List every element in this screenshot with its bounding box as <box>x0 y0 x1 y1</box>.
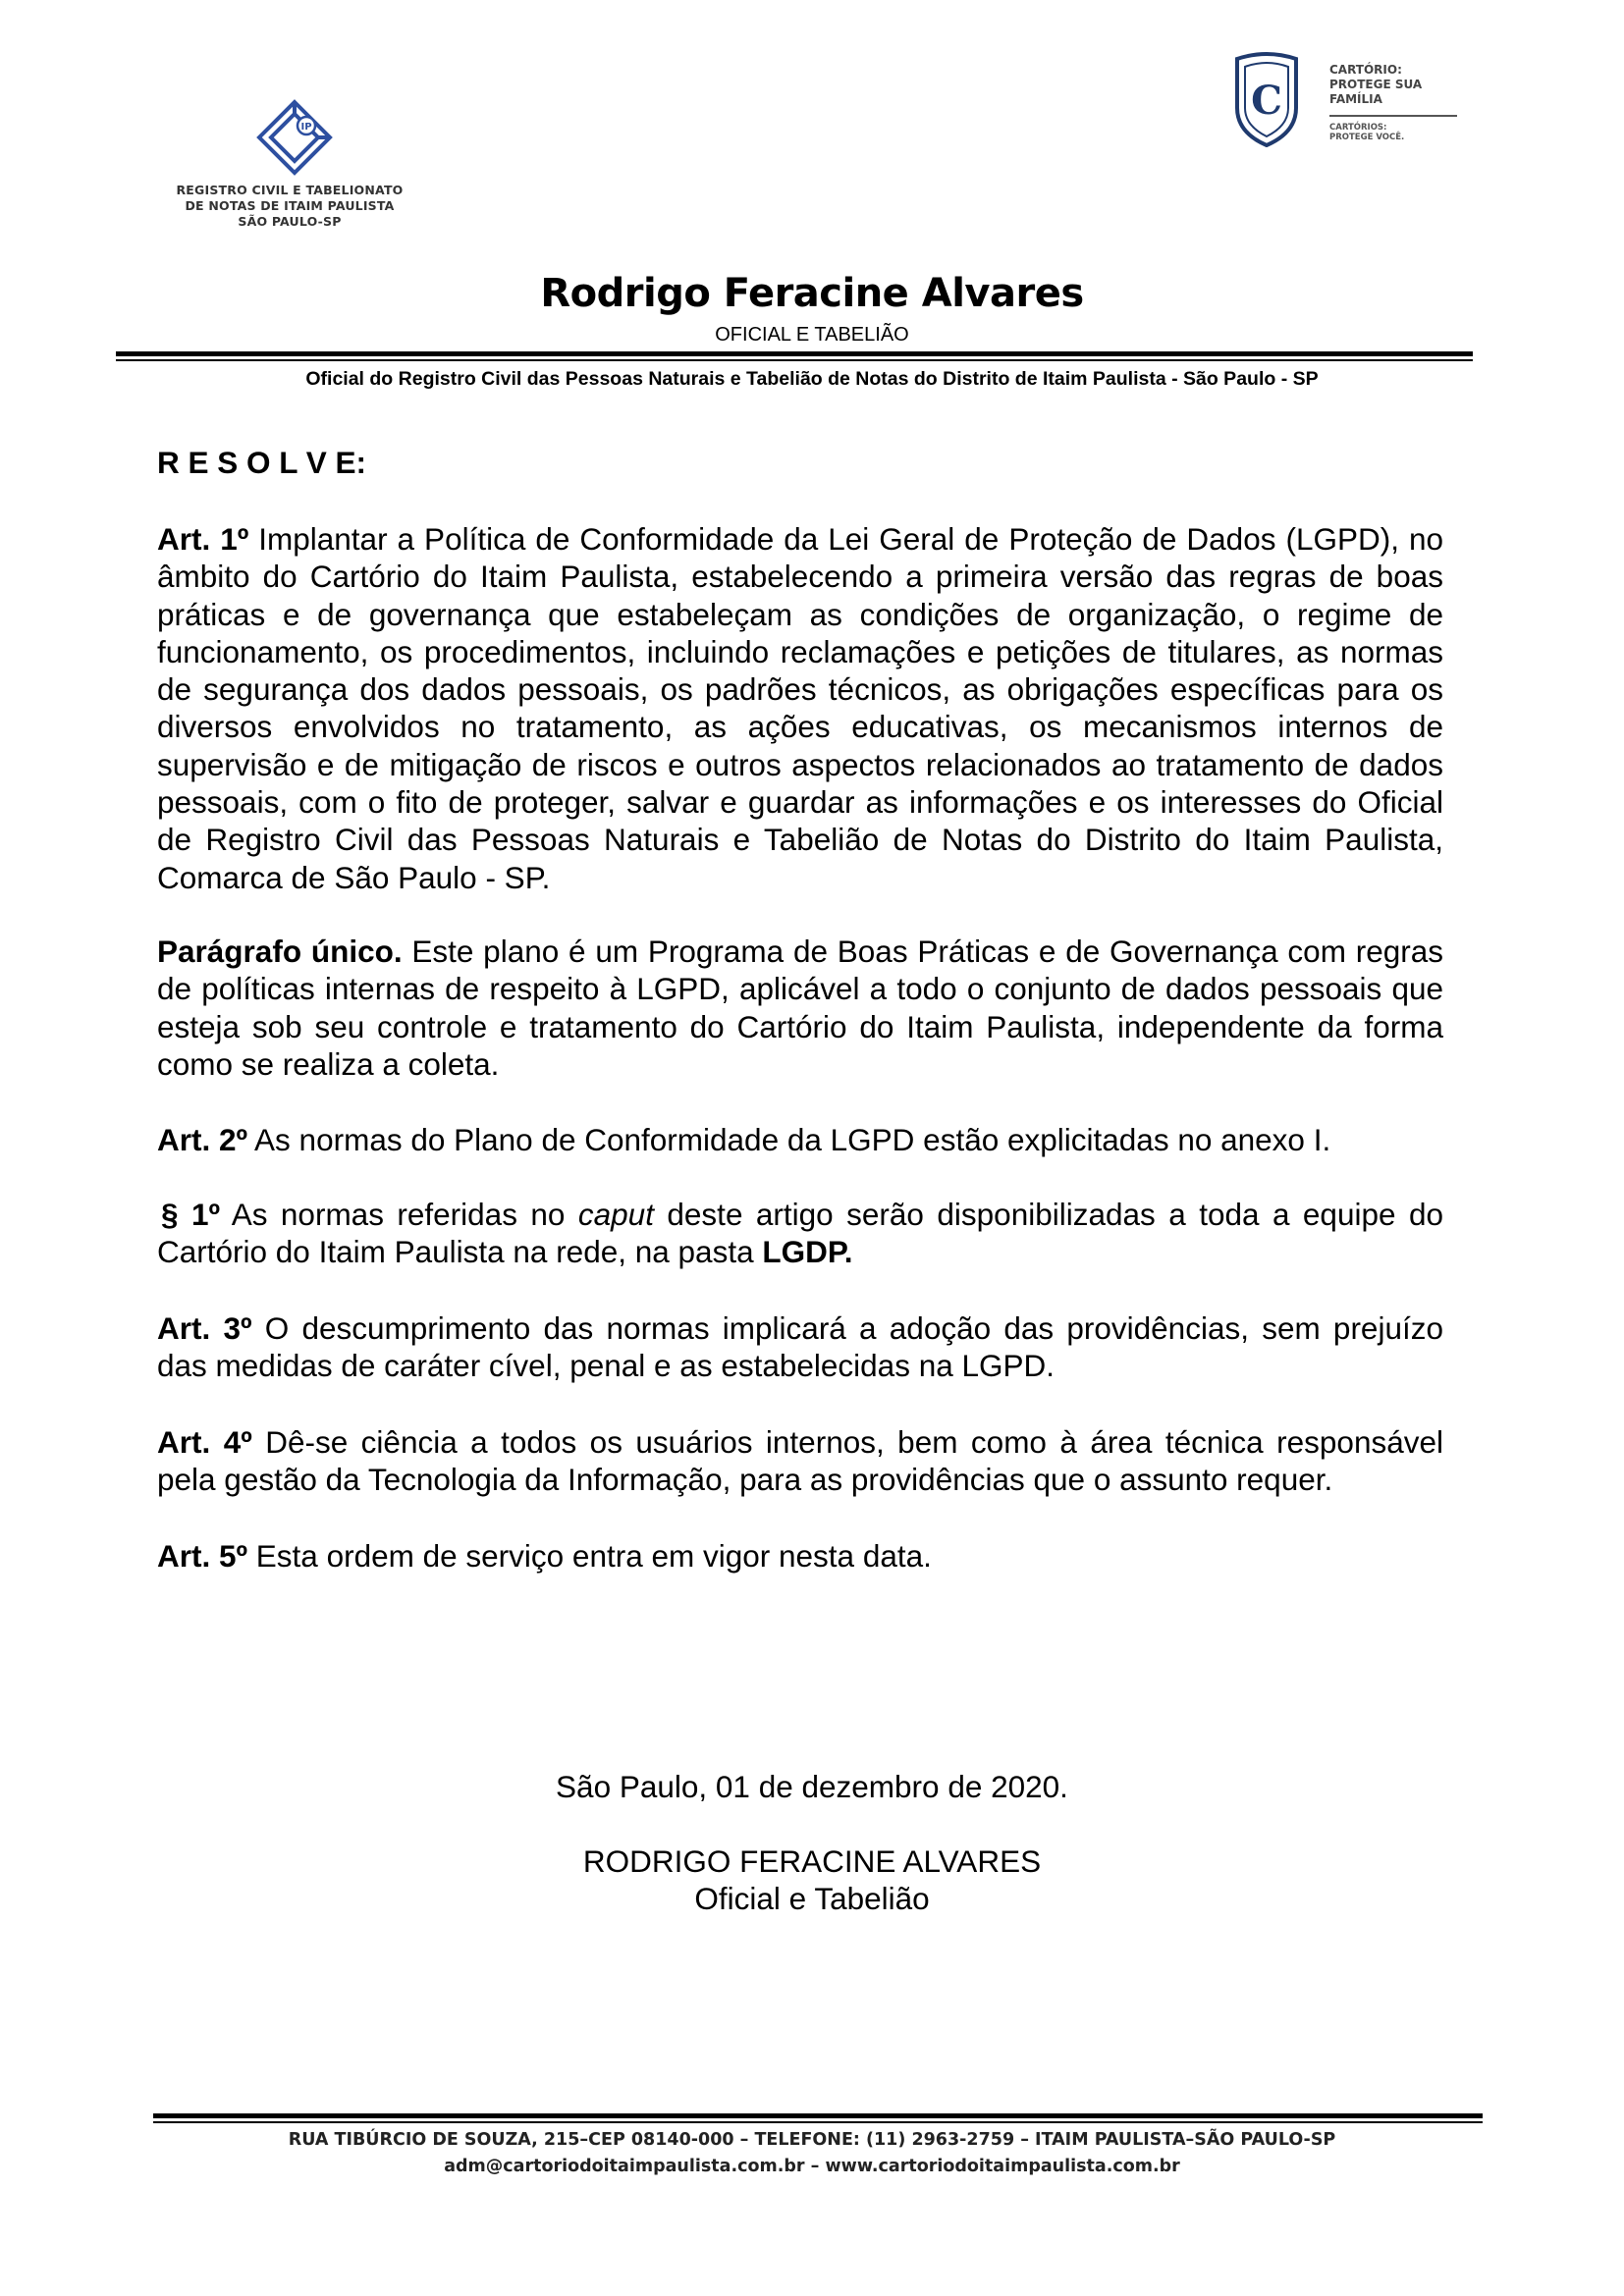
article-4-text: Dê-se ciência a todos os usuários internos, bem como à área técnica responsável pela gestão da Tecnologia da Informação, para as providências que o assunto requer. <box>157 1424 1443 1498</box>
footer-rule-thin <box>153 2121 1483 2123</box>
sole-paragraph <box>157 933 1443 1083</box>
footer-rule-thick <box>153 2113 1483 2118</box>
article-4-label: Art. 4º <box>157 1424 252 1460</box>
article-2-paragraph-1: § 1º As normas referidas no caput deste artigo serão disponibilizadas a toda a equipe do Cartório do Itaim Paulista na rede, na pasta LGDP. <box>157 1197 1443 1270</box>
signatory-title: Oficial e Tabelião <box>694 1881 930 1916</box>
signatory-name: RODRIGO FERACINE ALVARES <box>582 1843 1042 1879</box>
campaign-divider <box>1329 115 1457 117</box>
campaign-logo <box>1231 49 1457 157</box>
registry-diamond-emblem <box>255 98 334 177</box>
caput-term: caput <box>577 1197 654 1232</box>
paragraph-1-label: § 1º <box>161 1197 220 1232</box>
article-4 <box>157 1423 1443 1499</box>
article-3 <box>157 1309 1443 1385</box>
office-subtitle: Oficial do Registro Civil das Pessoas Naturais e Tabelião de Notas do Distrito de Itaim Paulista - São Paulo - SP <box>305 368 1319 390</box>
campaign-sub-2: PROTEGE VOCÊ. <box>1329 133 1405 142</box>
campaign-line-1: CARTÓRIO: <box>1329 63 1402 77</box>
article-1-label: Art. 1º <box>157 521 249 557</box>
article-2-text: As normas do Plano de Conformidade da LGPD estão explicitadas no anexo I. <box>247 1122 1331 1157</box>
header-rule-thin <box>116 359 1473 361</box>
resolve-heading: R E S O L V E: <box>157 445 366 480</box>
official-name: Rodrigo Feracine Alvares <box>540 271 1084 316</box>
footer-contact: adm@cartoriodoitaimpaulista.com.br – www.cartoriodoitaimpaulista.com.br <box>444 2157 1180 2176</box>
article-5-text: Esta ordem de serviço entra em vigor nesta data. <box>247 1538 932 1574</box>
article-2-label: Art. 2º <box>157 1122 248 1157</box>
article-3-text: O descumprimento das normas implicará a adoção das providências, sem prejuízo das medidas de caráter cível, penal e as estabelecidas na LGPD. <box>157 1310 1443 1384</box>
campaign-sub-1: CARTÓRIOS: <box>1329 123 1387 133</box>
sole-paragraph-text: Este plano é um Programa de Boas Práticas e de Governança com regras de políticas internas de respeito à LGPD, aplicável a todo o conjunto de dados pessoais que esteja sob seu controle e tratamento do Cartório do Itaim Paulista, independente da forma como se realiza a coleta. <box>157 934 1443 1082</box>
article-3-label: Art. 3º <box>157 1310 252 1346</box>
place-and-date: São Paulo, 01 de dezembro de 2020. <box>556 1769 1068 1804</box>
registry-logo <box>157 98 422 230</box>
sole-paragraph-label: Parágrafo único. <box>157 934 403 969</box>
footer-address: RUA TIBÚRCIO DE SOUZA, 215–CEP 08140-000 – TELEFONE: (11) 2963-2759 – ITAIM PAULISTA–SÃO PAULO-SP <box>288 2130 1336 2150</box>
campaign-line-3: FAMÍLIA <box>1329 92 1382 106</box>
folder-name: LGDP. <box>762 1234 853 1270</box>
official-role: OFICIAL E TABELIÃO <box>715 324 909 346</box>
svg-text:IP: IP <box>300 122 312 133</box>
article-1 <box>157 520 1443 896</box>
article-1-text: Implantar a Política de Conformidade da Lei Geral de Proteção de Dados (LGPD), no âmbito do Cartório do Itaim Paulista, estabelecendo a primeira versão das regras de boas práticas e de governança que estabeleçam as condições de organização, o regime de funcionamento, os procedimentos, incluindo reclamações e petições de titulares, as normas de segurança dos dados pessoais, os padrões técnicos, as obrigações específicas para os diversos envolvidos no tratamento, as ações educativas, os mecanismos internos de supervisão e de mitigação de riscos e outros aspectos relacionados ao tratamento de dados pessoais, com o fito de proteger, salvar e guardar as informações e os interesses do Oficial de Registro Civil das Pessoas Naturais e Tabelião de Notas do Distrito do Itaim Paulista, Comarca de São Paulo - SP. <box>157 521 1443 895</box>
shield-icon <box>1231 49 1302 147</box>
registry-name: REGISTRO CIVIL E TABELIONATO DE NOTAS DE ITAIM PAULISTA SÃO PAULO-SP <box>176 183 404 229</box>
header-rule-thick <box>116 351 1473 356</box>
article-5-label: Art. 5º <box>157 1538 248 1574</box>
article-2 <box>157 1121 1443 1158</box>
article-5 <box>157 1537 1443 1575</box>
svg-text:C: C <box>1251 78 1282 124</box>
campaign-line-2: PROTEGE SUA <box>1329 78 1423 91</box>
